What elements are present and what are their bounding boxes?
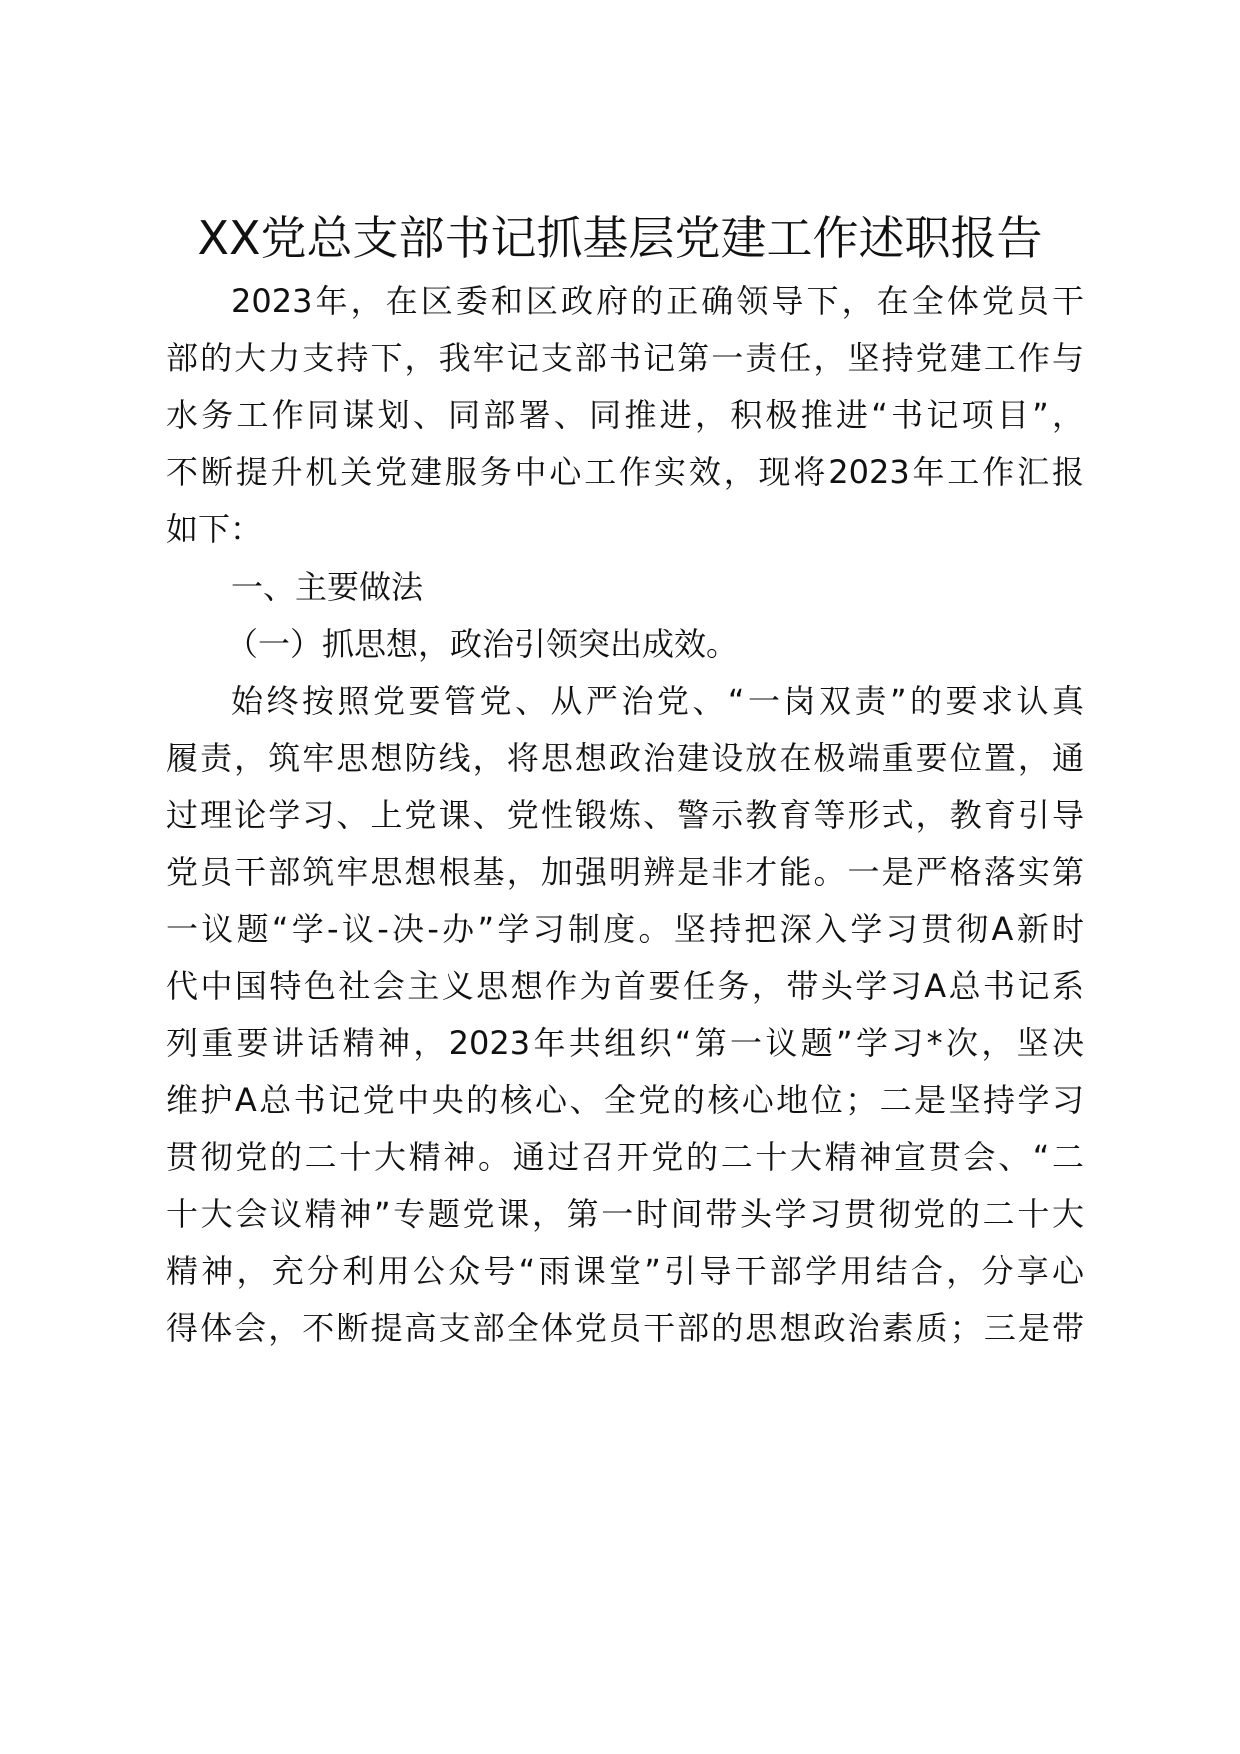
paragraph-line: 一议题“学-议-决-办”学习制度。坚持把深入学习贯彻A新时	[166, 910, 1084, 948]
paragraph-line: 始终按照党要管党、从严治党、“一岗双责”的要求认真	[231, 682, 1084, 720]
paragraph-line: 代中国特色社会主义思想作为首要任务，带头学习A总书记系	[166, 967, 1084, 1005]
paragraph-line: 维护A总书记党中央的核心、全党的核心地位；二是坚持学习	[166, 1081, 1084, 1119]
paragraph-line: 履责，筑牢思想防线，将思想政治建设放在极端重要位置，通	[166, 739, 1084, 777]
paragraph-line: 得体会，不断提高支部全体党员干部的思想政治素质；三是带	[166, 1309, 1084, 1347]
paragraph-line: 过理论学习、上党课、党性锻炼、警示教育等形式，教育引导	[166, 796, 1084, 834]
paragraph-line: 贯彻党的二十大精神。通过召开党的二十大精神宣贯会、“二	[166, 1138, 1084, 1176]
paragraph-line: 列重要讲话精神，2023年共组织“第一议题”学习*次，坚决	[166, 1024, 1084, 1062]
paragraph-line: 如下：	[166, 510, 263, 548]
subsection-heading: （一）抓思想，政治引领突出成效。	[226, 625, 739, 663]
paragraph-line: 水务工作同谋划、同部署、同推进，积极推进“书记项目”，	[166, 396, 1084, 434]
paragraph-line: 不断提升机关党建服务中心工作实效，现将2023年工作汇报	[166, 453, 1084, 491]
paragraph-line: 部的大力支持下，我牢记支部书记第一责任，坚持党建工作与	[166, 339, 1084, 377]
paragraph-line: 2023年，在区委和区政府的正确领导下，在全体党员干	[231, 282, 1084, 320]
section-heading: 一、主要做法	[231, 568, 424, 606]
paragraph-line: 十大会议精神”专题党课，第一时间带头学习贯彻党的二十大	[166, 1195, 1084, 1233]
paragraph-line: 精神，充分利用公众号“雨课堂”引导干部学用结合，分享心	[166, 1252, 1084, 1290]
document-title: XX党总支部书记抓基层党建工作述职报告	[197, 211, 1043, 265]
paragraph-line: 党员干部筑牢思想根基，加强明辨是非才能。一是严格落实第	[166, 853, 1084, 891]
